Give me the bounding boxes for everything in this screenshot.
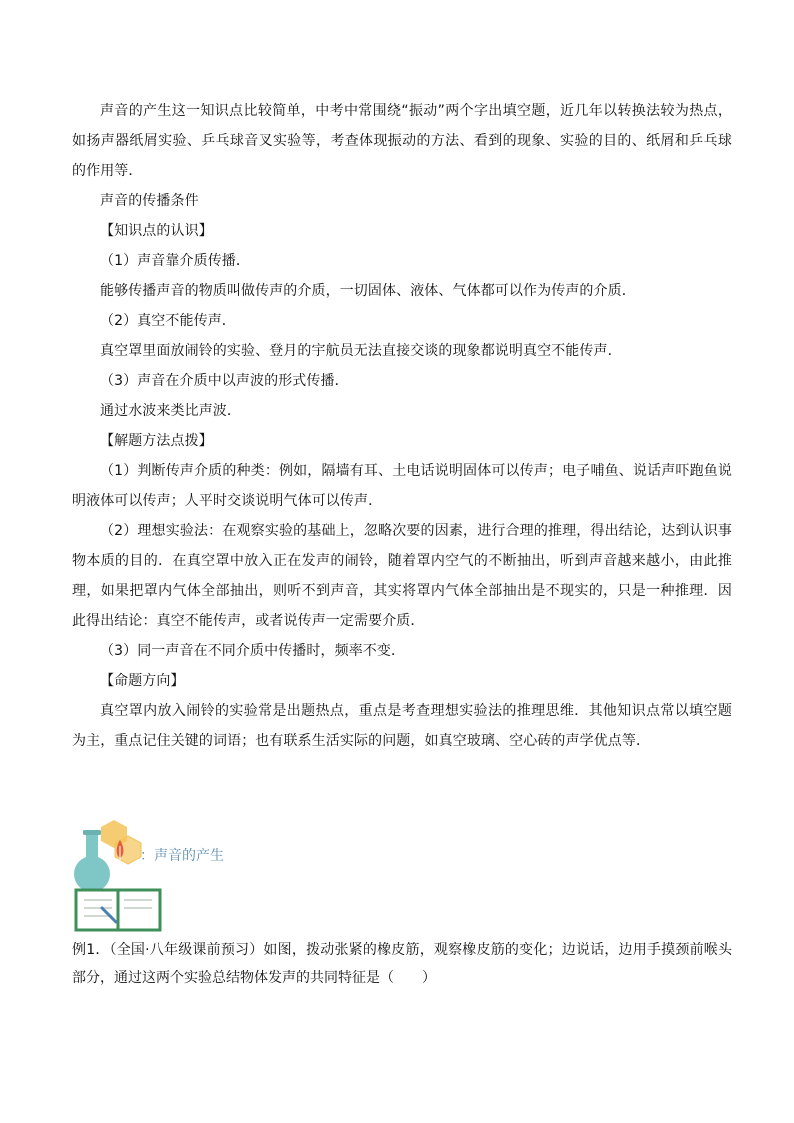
subheading-direction: 【命题方向】: [100, 673, 185, 689]
method-2: （2）理想实验法：在观察实验的基础上，忽略次要的因素，进行合理的推理，得出结论，达到认识事物本质的目的．在真空罩中放入正在发声的闹铃，随着罩内空气的不断抽出，听到声音越来越小，由此推理，如果把罩内气体全部抽出，则听不到声音，其实将罩内气体全部抽出是不现实的，只是一种推理．因此得出结论：真空不能传声，或者说传声一定需要介质．: [72, 523, 732, 629]
point-3-detail: 通过水波来类比声波．: [100, 403, 241, 419]
point-3: （3）声音在介质中以声波的形式传播．: [100, 373, 349, 389]
subheading-method: 【解题方法点拨】: [100, 433, 213, 449]
intro-paragraph: 声音的产生这一知识点比较简单，中考中常围绕“振动”两个字出填空题，近几年以转换法较为热点，如扬声器纸屑实验、乒乓球音叉实验等，考查体现振动的方法、看到的现象、实验的目的、纸屑和乒乓球的作用等．: [72, 103, 732, 179]
section-title: ：声音的产生: [140, 848, 224, 864]
example-text: 例1．（全国·八年级课前预习）如图，拨动张紧的橡皮筋，观察橡皮筋的变化；边说话，边用手摸颈前喉头部分，通过这两个实验总结物体发声的共同特征是（ ）: [72, 942, 732, 986]
knowledge-text-block: [72, 96, 732, 756]
flask-book-icon: [72, 820, 172, 936]
point-1-detail: 能够传播声音的物质叫做传声的介质，一切固体、液体、气体都可以作为传声的介质．: [100, 283, 636, 299]
subheading-knowledge: 【知识点的认识】: [100, 223, 213, 239]
method-3: （3）同一声音在不同介质中传播时，频率不变．: [100, 643, 406, 659]
method-1: （1）判断传声介质的种类：例如，隔墙有耳、土电话说明固体可以传声；电子哺鱼、说话声吓跑鱼说明液体可以传声；人平时交谈说明气体可以传声．: [72, 463, 732, 509]
example-question: [72, 936, 732, 992]
point-1: （1）声音靠介质传播．: [100, 253, 251, 269]
point-2: （2）真空不能传声．: [100, 313, 236, 329]
section-header: [72, 820, 732, 936]
point-2-detail: 真空罩里面放闹铃的实验、登月的宇航员无法直接交谈的现象都说明真空不能传声．: [100, 343, 622, 359]
direction-detail: 真空罩内放入闹铃的实验常是出题热点，重点是考查理想实验法的推理思维．其他知识点常以填空题为主，重点记住关键的词语；也有联系生活实际的问题，如真空玻璃、空心砖的声学优点等．: [72, 703, 732, 749]
topic-heading: 声音的传播条件: [100, 193, 199, 209]
